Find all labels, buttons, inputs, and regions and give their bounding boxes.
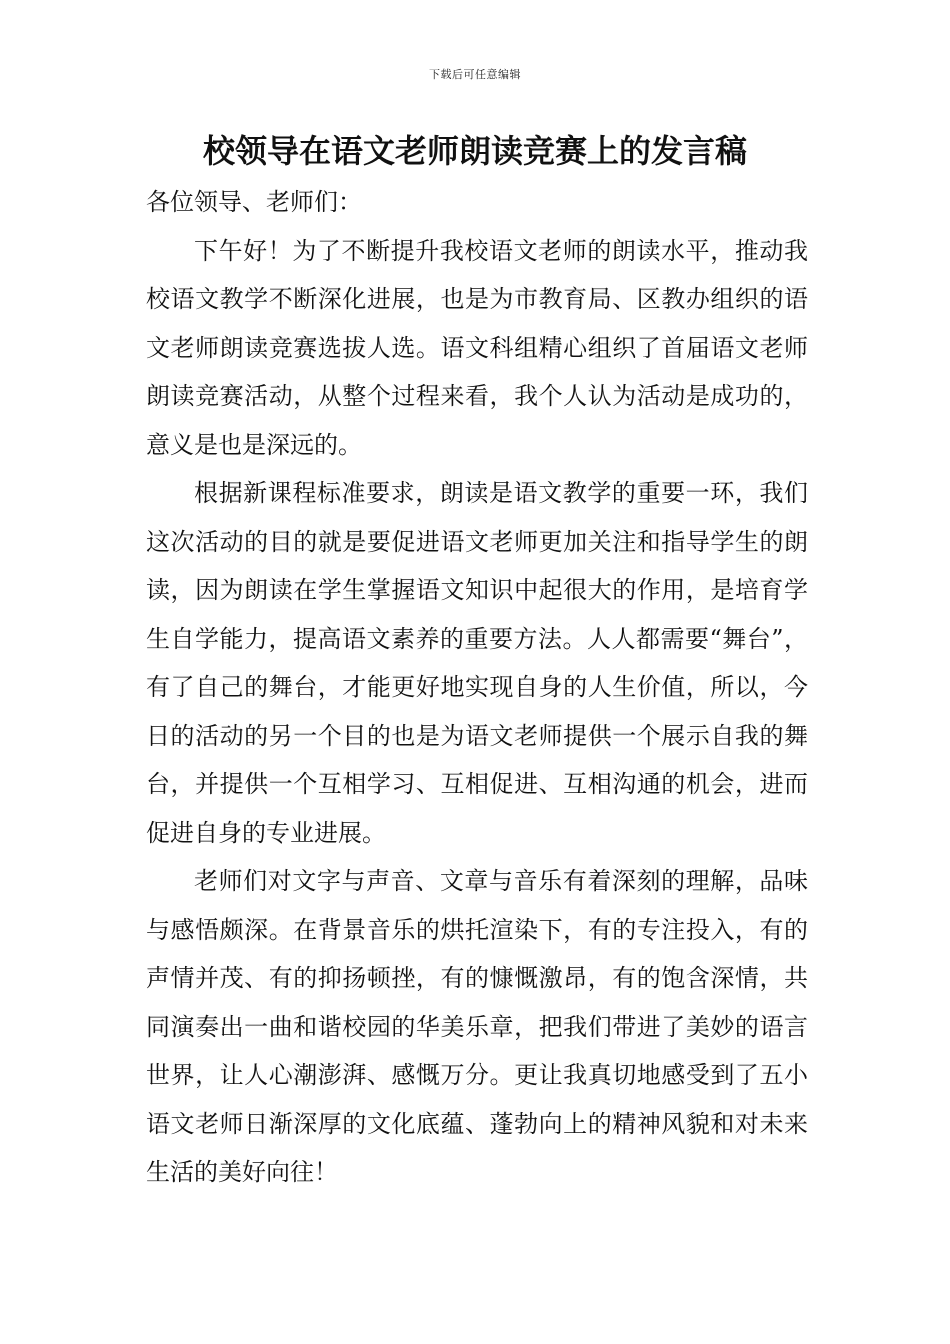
header-note: 下载后可任意编辑 — [429, 68, 521, 81]
paragraph-1: 下午好！为了不断提升我校语文老师的朗读水平，推动我校语文教学不断深化进展，也是为市教育局、区教办组织的语文老师朗读竞赛选拔人选。语文科组精心组织了首届语文老师朗读竞赛活动，从整个过程来看，我个人认为活动是成功的，意义是也是深远的。 — [146, 236, 808, 459]
paragraph-2: 根据新课程标准要求，朗读是语文教学的重要一环，我们这次活动的目的就是要促进语文老师更加关注和指导学生的朗读，因为朗读在学生掌握语文知识中起很大的作用，是培育学生自学能力，提高语文素养的重要方法。人人都需要“舞台”，有了自己的舞台，才能更好地实现自身的人生价值，所以，今日的活动的另一个目的也是为语文老师提供一个展示自我的舞台，并提供一个互相学习、互相促进、互相沟通的机会，进而促进自身的专业进展。 — [146, 479, 808, 847]
salutation: 各位领导、老师们： — [146, 188, 362, 216]
document-body — [146, 178, 808, 1197]
paragraph-3: 老师们对文字与声音、文章与音乐有着深刻的理解，品味与感悟颇深。在背景音乐的烘托渲染下，有的专注投入，有的声情并茂、有的抑扬顿挫，有的慷慨激昂，有的饱含深情，共同演奏出一曲和谐校园的华美乐章，把我们带进了美妙的语言世界，让人心潮澎湃、感慨万分。更让我真切地感受到了五小语文老师日渐深厚的文化底蕴、蓬勃向上的精神风貌和对未来生活的美好向往！ — [146, 867, 808, 1186]
document-title: 校领导在语文老师朗读竞赛上的发言稿 — [202, 132, 747, 170]
